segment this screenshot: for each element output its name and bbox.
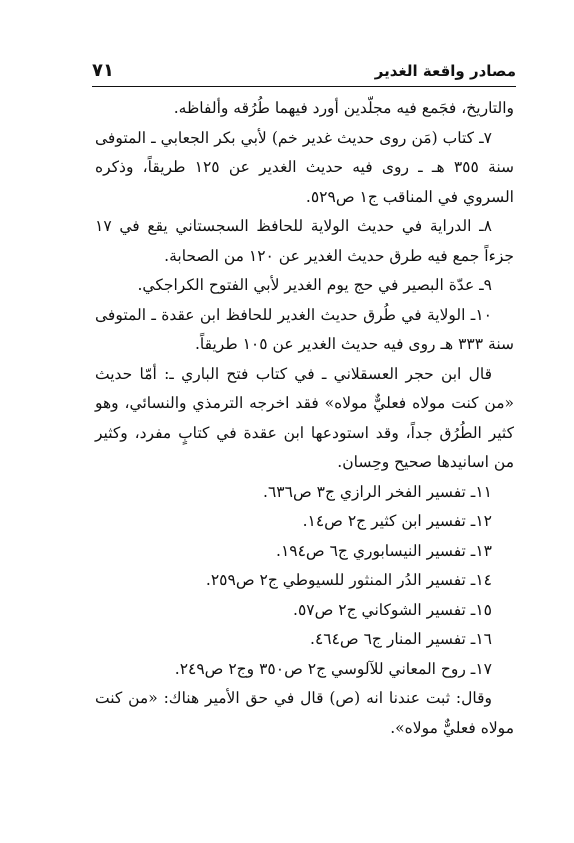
- paragraph-closing-quote: وقال: ثبت عندنا انه (ص) قال في حق الأمير هناك: «من كنت مولاه فعليٌّ مولاه».: [95, 689, 514, 737]
- item-16-manar: ١٦ـ تفسير المنار ج٦ ص٤٦٤.: [310, 630, 492, 648]
- item-8-diraya: ٨ـ الدراية في حديث الولاية للحافظ السجستاني يقع في ١٧ جزءاً جمع فيه طرق حديث الغدير عن ١٢٠ من الصحابة.: [95, 217, 514, 265]
- item-12-ibn-kathir: ١٢ـ تفسير ابن كثير ج٢ ص١٤.: [302, 512, 492, 530]
- item-14-suyuti: ١٤ـ تفسير الدُر المنثور للسيوطي ج٢ ص٢٥٩.: [205, 571, 492, 589]
- item-11-razi: ١١ـ تفسير الفخر الرازي ج٣ ص٦٣٦.: [263, 482, 492, 501]
- paragraph-history-continuation: والتاريخ، فجَمع فيه مجلّدين أورد فيهما طُرُقه وألفاظه.: [173, 99, 514, 117]
- page-number: ٧١: [92, 60, 114, 81]
- page-header: [92, 60, 516, 86]
- paragraph-ibn-hajar-quote: قال ابن حجر العسقلاني ـ في كتاب فتح الباري ـ: أمّا حديث «من كنت مولاه فعليٌّ مولاه» فقد اخرجه الترمذي والنسائي، وهو كثير الطُرُق جداً، وقد استودعها ابن عقدة في كتابٍ مفرد، وكثير من اسانيدها صحيح وحِسان.: [95, 364, 514, 471]
- body-text: [95, 94, 514, 743]
- item-17-alusi: ١٧ـ روح المعاني للآلوسي ج٢ ص٣٥٠ وج٢ ص٢٤٩.: [174, 659, 492, 678]
- header-rule: [92, 86, 516, 87]
- item-10-ibn-uqda: ١٠ـ الولاية في طُرق حديث الغدير للحافظ ابن عقدة ـ المتوفى سنة ٣٣٣ هـ روى فيه حديث الغدير عن ١٠٥ طريقاً.: [95, 305, 514, 353]
- running-title: مصادر واقعة الغدير: [374, 62, 516, 80]
- item-13-nisaburi: ١٣ـ تفسير النيسابوري ج٦ ص١٩٤.: [276, 541, 492, 560]
- item-9-uddat-al-basir: ٩ـ عدّة البصير في حج يوم الغدير لأبي الفتوح الكراجكي.: [137, 276, 492, 294]
- item-7-jaabi: ٧ـ كتاب (مَن روى حديث غدير خم) لأبي بكر الجعابي ـ المتوفى سنة ٣٥٥ هـ ـ روى فيه حديث الغدير عن ١٢٥ طريقاً، وذكره السروي في المناقب ج١ ص٥٢٩.: [95, 128, 514, 206]
- item-15-shawkani: ١٥ـ تفسير الشوكاني ج٢ ص٥٧.: [293, 600, 492, 619]
